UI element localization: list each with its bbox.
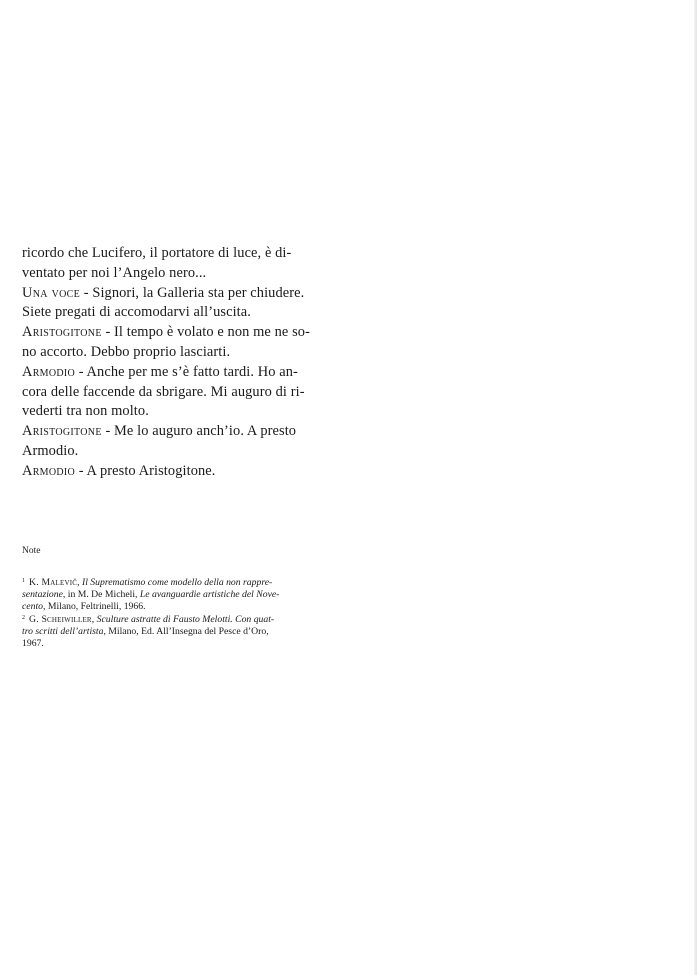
footnote-title: tro scritti dell’artista <box>22 626 104 638</box>
footnote-title: Sculture astratte di Fausto Melotti. Con quat- <box>96 614 275 626</box>
text-line <box>22 284 352 304</box>
text-line <box>22 462 352 482</box>
footnote-number: 1 <box>22 578 25 584</box>
text-line: vederti tra non molto. <box>22 403 149 420</box>
speaker-name: Una voce <box>22 284 81 301</box>
text-line <box>22 323 352 343</box>
footnote-text: , Milano, Ed. All’Insegna del Pesce d’Oro, <box>103 626 269 638</box>
speaker-name: Armodio <box>22 462 76 479</box>
speech-text: - A presto Aristogitone. <box>75 462 216 479</box>
footnote-line: 1967. <box>22 637 44 649</box>
footnote-2 <box>22 613 352 649</box>
text-line: ricordo che Lucifero, il portatore di luce, è di- <box>22 245 292 261</box>
speech-text: - Signori, la Galleria sta per chiudere. <box>80 284 305 301</box>
dialogue-text <box>22 244 352 482</box>
speaker-name: Aristogitone <box>22 324 102 341</box>
footnote-title: Il Suprematismo come modello della non rappre- <box>81 577 273 588</box>
footnote-separator: , <box>91 614 97 626</box>
footnote-book: cento <box>22 600 43 612</box>
footnotes <box>22 545 352 650</box>
footnote-text: , in M. De Micheli, <box>62 588 140 600</box>
speaker-name: Armodio <box>22 363 76 380</box>
speech-text: - Anche per me s’è fatto tardi. Ho an- <box>75 363 298 380</box>
text-line: no accorto. Debbo proprio lasciarti. <box>22 343 231 360</box>
footnote-title: sentazione <box>22 588 63 600</box>
footnote-1 <box>22 576 352 612</box>
footnote-line <box>22 613 352 626</box>
footnote-line <box>22 626 352 638</box>
footnote-line <box>22 589 352 601</box>
footnote-line <box>22 576 352 589</box>
text-line: Armodio. <box>22 442 79 459</box>
speech-text: - Il tempo è volato e non me ne so- <box>101 324 310 341</box>
notes-heading: Note <box>22 546 41 556</box>
footnote-separator: , <box>77 577 82 588</box>
text-line <box>22 363 352 383</box>
footnote-author: G. Scheiwiller <box>29 614 92 626</box>
text-line <box>22 422 352 442</box>
footnote-book: Le avanguardie artistiche del Nove- <box>139 588 280 600</box>
speaker-name: Aristogitone <box>22 423 102 440</box>
text-line: Siete pregati di accomodarvi all’uscita. <box>22 304 251 321</box>
footnote-line <box>22 601 352 613</box>
footnote-author: K. Malevič <box>29 577 78 588</box>
footnote-text: , Milano, Feltrinelli, 1966. <box>42 600 146 612</box>
text-line: ventato per noi l’Angelo nero... <box>22 264 207 281</box>
text-line: cora delle faccende da sbrigare. Mi auguro di ri- <box>22 383 305 400</box>
speech-text: - Me lo auguro anch’io. A presto <box>101 423 297 440</box>
footnote-number: 2 <box>22 615 25 622</box>
